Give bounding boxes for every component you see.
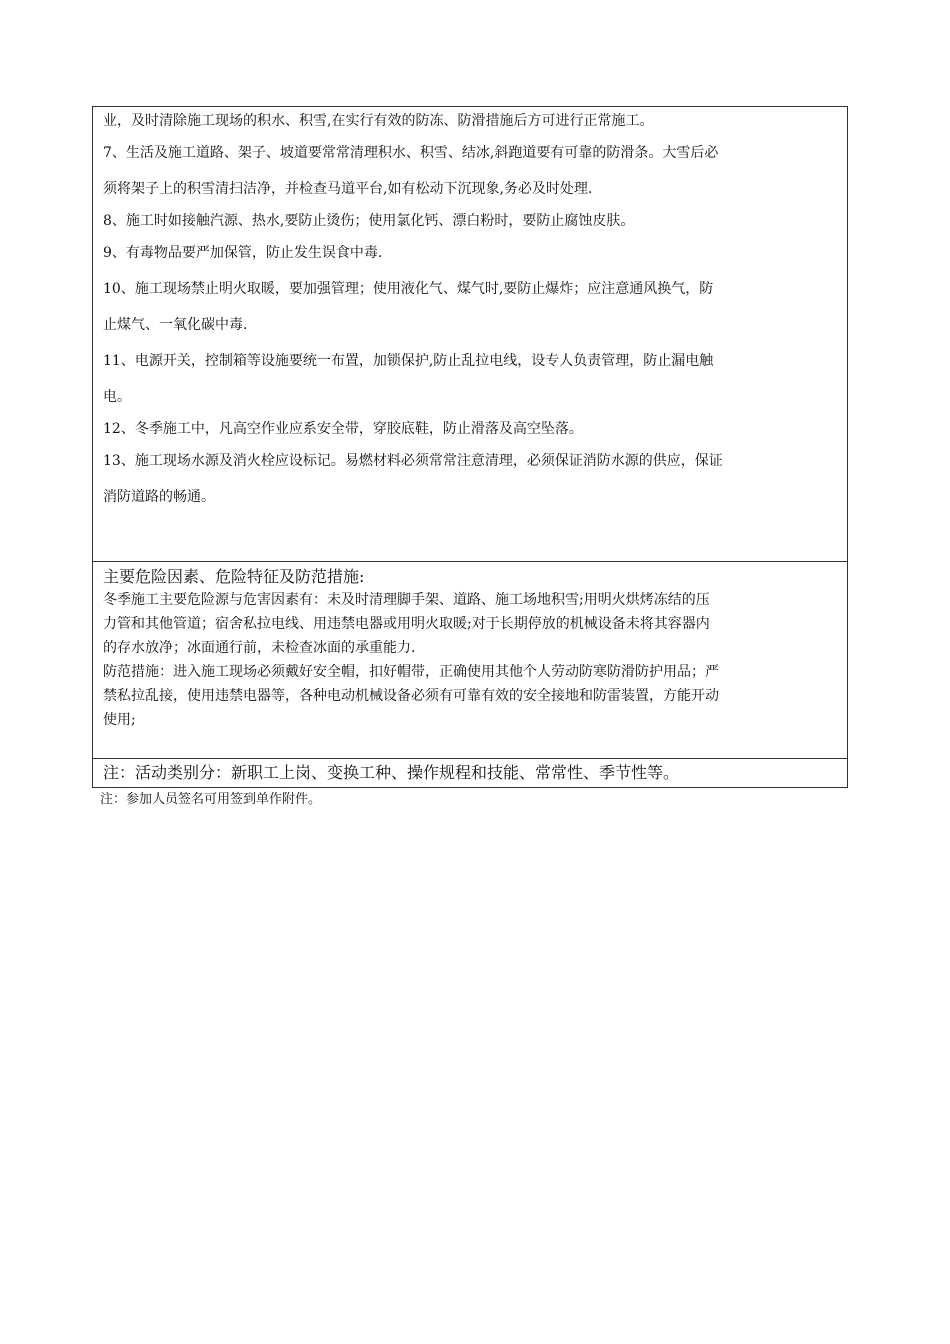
measure-line: 9、有毒物品要严加保管，防止发生误食中毒. xyxy=(103,245,383,261)
winter-measures-cell xyxy=(93,107,848,562)
activity-type-cell xyxy=(93,759,848,788)
hazards-cell xyxy=(93,562,848,759)
hazard-line: 防范措施：进入施工现场必须戴好安全帽，扣好帽带，正确使用其他个人劳动防寒防滑防护用品；严 xyxy=(103,664,719,680)
measure-line: 消防道路的畅通。 xyxy=(103,489,215,505)
hazard-line: 的存水放净；冰面通行前，未检查冰面的承重能力. xyxy=(103,640,416,656)
signature-footnote: 注：参加人员签名可用签到单作附件。 xyxy=(100,792,322,807)
safety-briefing-table xyxy=(92,106,848,788)
measure-line: 业，及时清除施工现场的积水、积雪,在实行有效的防冻、防滑措施后方可进行正常施工。 xyxy=(103,113,654,129)
measure-line: 止煤气、一氧化碳中毒. xyxy=(103,317,248,333)
hazard-line: 使用; xyxy=(103,712,136,728)
hazard-line: 禁私拉乱接，使用违禁电器等，各种电动机械设备必须有可靠有效的安全接地和防雷装置，方能开动 xyxy=(103,688,719,704)
hazard-line: 力管和其他管道；宿舍私拉电线、用违禁电器或用明火取暖;对于长期停放的机械设备未将其容器内 xyxy=(103,616,710,632)
activity-type-note: 注：活动类别分：新职工上岗、变换工种、操作规程和技能、常常性、季节性等。 xyxy=(103,763,680,782)
measure-line: 12、冬季施工中，凡高空作业应系安全带，穿胶底鞋，防止滑落及高空坠落。 xyxy=(103,421,583,437)
measure-line: 电。 xyxy=(103,389,131,405)
measure-line: 13、施工现场水源及消火栓应设标记。易燃材料必须常常注意清理，必须保证消防水源的供应，保证 xyxy=(103,453,723,469)
hazards-heading: 主要危险因素、危险特征及防范措施: xyxy=(103,567,365,586)
measure-line: 7、生活及施工道路、架子、坡道要常常清理积水、积雪、结冰,斜跑道要有可靠的防滑条。大雪后必 xyxy=(103,145,719,161)
measure-line: 11、电源开关，控制箱等设施要统一布置，加锁保护,防止乱拉电线，设专人负责管理，防止漏电触 xyxy=(103,353,714,369)
measure-line: 8、施工时如接触汽源、热水,要防止烫伤；使用氯化钙、漂白粉时，要防止腐蚀皮肤。 xyxy=(103,213,635,229)
measure-line: 10、施工现场禁止明火取暖，要加强管理；使用液化气、煤气时,要防止爆炸；应注意通风换气，防 xyxy=(103,281,714,297)
hazard-line: 冬季施工主要危险源与危害因素有：未及时清理脚手架、道路、施工场地积雪;用明火烘烤冻结的压 xyxy=(103,592,710,608)
measure-line: 须将架子上的积雪清扫洁净，并检查马道平台,如有松动下沉现象,务必及时处理. xyxy=(103,181,593,197)
